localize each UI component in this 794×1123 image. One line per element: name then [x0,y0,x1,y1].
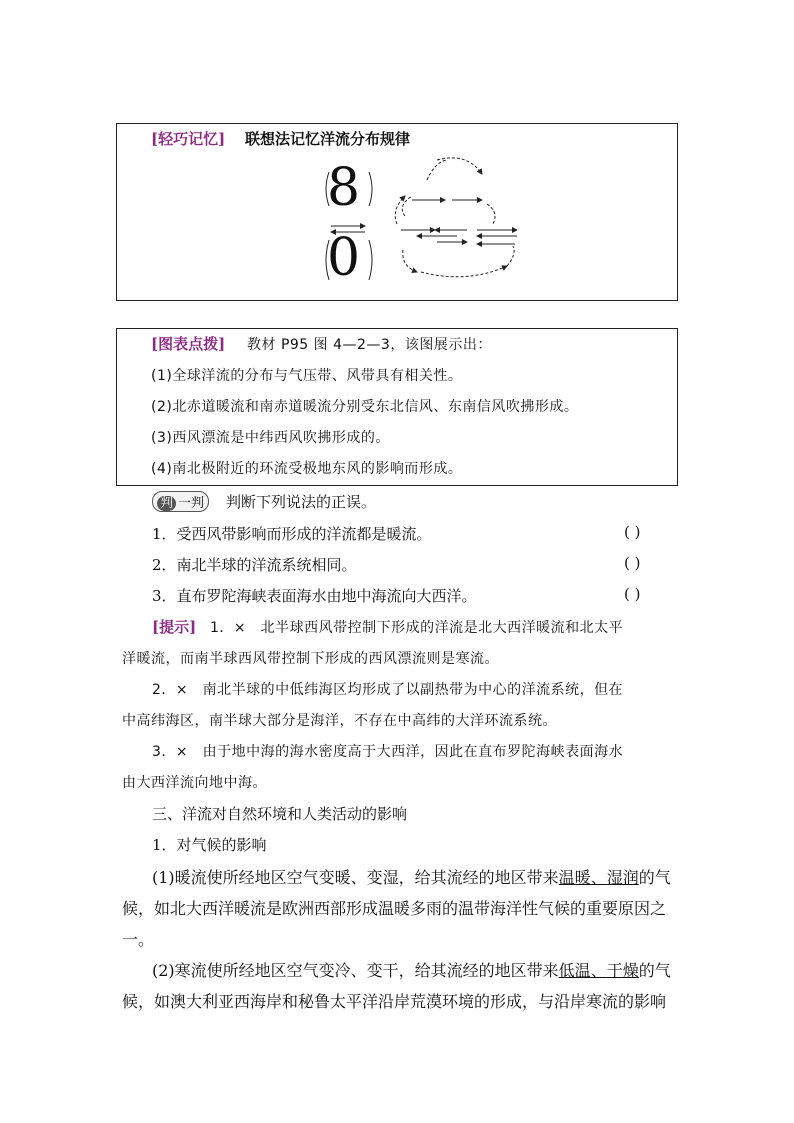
p2-text-a: (2)寒流使所经地区空气变冷、变干，给其流经的地区带来 [152,961,559,980]
hint-line-2: 洋暖流，而南半球西风带控制下形成的西风漂流则是寒流。 [122,651,499,667]
judge-answer-1: ( ) [624,523,641,541]
p2-answer-cold: 低温 [558,961,591,980]
figure-point-4: (4)南北极附近的环流受极地东风的影响而形成。 [151,461,463,477]
paragraph-warm-line-1 [152,865,671,888]
paragraph-cold-line-1 [152,958,671,981]
figure-explain-box [116,328,678,486]
digit-zero: 0 [327,228,361,288]
judge-badge [152,491,209,512]
judge-item-3: 3．直布罗陀海峡表面海水由地中海流向大西洋。 [152,587,477,605]
p2-sep: 、 [590,961,607,980]
p1-text-a: (1)暖流使所经地区空气变暖、变湿，给其流经的地区带来 [152,868,559,887]
hint-line-4: 中高纬海区，南半球大部分是海洋，不存在中高纬的大洋环流系统。 [122,713,557,729]
judge-badge-right: 一判 [178,496,205,511]
p1-sep: 、 [590,868,607,887]
p1-text-b: 的气 [638,868,671,887]
section-heading: 三、洋流对自然环境和人类活动的影响 [152,805,408,823]
judge-item-2: 2．南北半球的洋流系统相同。 [152,556,357,574]
figure-point-2: (2)北赤道暖流和南赤道暖流分别受东北信风、东南信风吹拂形成。 [151,399,579,415]
p1-answer-warm: 温暖 [558,868,591,887]
figure-tag: [图表点拨] [151,335,226,353]
hint-line-6: 由大西洋流向地中海。 [122,775,267,791]
digit-eight: 8 [327,158,361,218]
hint-line-3: 2．× 南北半球的中低纬海区均形成了以副热带为中心的洋流系统，但在 [152,682,624,698]
p2-text-b: 的气 [638,961,671,980]
paragraph-warm-line-3: 一。 [122,930,155,949]
current-loops-diagram [317,154,517,294]
paragraph-cold-line-2: 候，如澳大利亚西海岸和秘鲁太平洋沿岸荒漠环境的形成，与沿岸寒流的影响 [122,992,667,1011]
paragraph-warm-line-2: 候，如北大西洋暖流是欧洲西部形成温暖多雨的温带海洋性气候的重要原因之 [122,899,667,918]
judge-item-1: 1．受西风带影响而形成的洋流都是暖流。 [152,525,432,543]
judge-answer-3: ( ) [624,585,641,603]
judge-answer-2: ( ) [624,554,641,572]
figure-point-1: (1)全球洋流的分布与气压带、风带具有相关性。 [151,368,463,384]
figure-intro: 教材 P95 图 4—2—3，该图展示出： [247,337,492,353]
memory-box [116,123,678,301]
section-subheading: 1．对气候的影响 [152,836,267,854]
hint-line-5: 3．× 由于地中海的海水密度高于大西洋，因此在直布罗陀海峡表面海水 [152,744,624,760]
figure-point-3: (3)西风漂流是中纬西风吹拂形成的。 [151,430,390,446]
judge-prompt: 判断下列说法的正误。 [226,493,377,511]
judge-badge-left: 判 [157,496,176,511]
memory-title: 联想法记忆洋流分布规律 [245,130,411,148]
p2-answer-dry: 干燥 [606,961,639,980]
memory-tag: [轻巧记忆] [151,130,226,148]
ocean-current-mnemonic-figure [317,154,517,294]
p1-answer-humid: 湿润 [606,868,639,887]
hint-tag: [提示] [152,618,197,636]
hint-line-1: 1．× 北半球西风带控制下形成的洋流是北大西洋暖流和北太平 [210,620,624,636]
